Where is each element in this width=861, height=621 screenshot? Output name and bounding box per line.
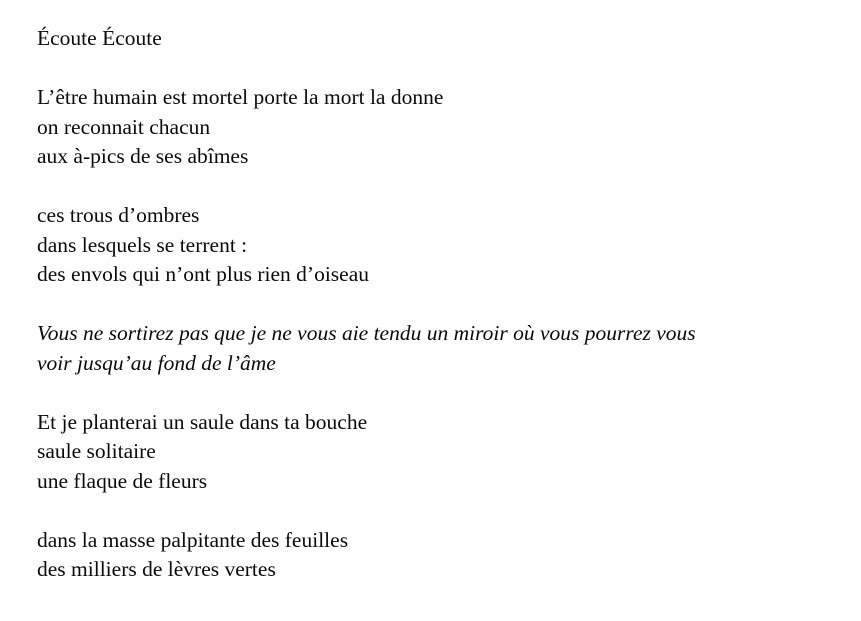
poem-title: Écoute Écoute bbox=[37, 26, 162, 50]
poem-title-stanza bbox=[37, 24, 841, 54]
poem-line: Vous ne sortirez pas que je ne vous aie tendu un miroir où vous pourrez vous bbox=[37, 321, 696, 345]
poem-line: une flaque de fleurs bbox=[37, 468, 208, 493]
poem-line: saule solitaire bbox=[37, 439, 156, 463]
stanza-5 bbox=[37, 526, 841, 585]
poem-line: Et je planterai un saule dans ta bouche bbox=[37, 409, 368, 434]
poem-line: des milliers de lèvres vertes bbox=[37, 557, 276, 581]
poem-line: L’être humain est mortel porte la mort la donne bbox=[37, 85, 444, 109]
poem-line: voir jusqu’au fond de l’âme bbox=[37, 350, 276, 375]
stanza-3-italic bbox=[37, 319, 841, 378]
poem-line: on reconnait chacun bbox=[37, 114, 211, 139]
poem-line: dans la masse palpitante des feuilles bbox=[37, 527, 349, 552]
poem-line: dans lesquels se terrent : bbox=[37, 232, 248, 257]
stanza-4 bbox=[37, 408, 841, 497]
stanza-2 bbox=[37, 201, 841, 290]
poem-line: ces trous d’ombres bbox=[37, 203, 200, 227]
stanza-1 bbox=[37, 83, 841, 172]
poem-line: aux à-pics de ses abîmes bbox=[37, 144, 249, 168]
poem-line: des envols qui n’ont plus rien d’oiseau bbox=[37, 262, 370, 286]
